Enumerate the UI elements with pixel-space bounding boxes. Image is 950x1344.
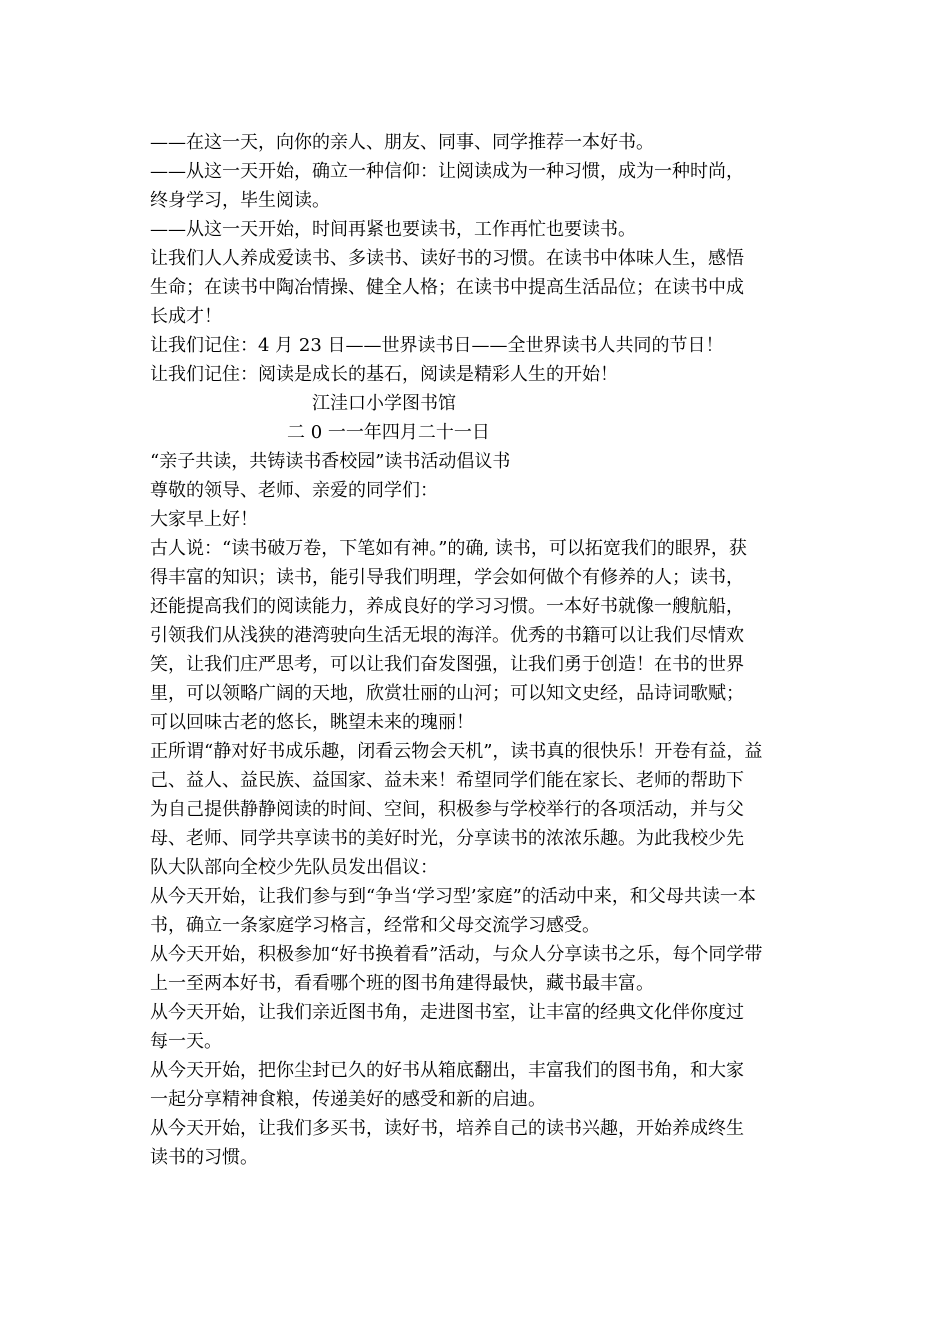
text-line: ——在这一天，向你的亲人、朋友、同事、同学推荐一本好书。: [150, 132, 654, 153]
text-line: 让我们记住：4 月 23 日——世界读书日——全世界读书人共同的节日！: [150, 335, 724, 356]
text-line: 正所谓“静对好书成乐趣，闭看云物会天机”，读书真的很快乐！开卷有益，益: [150, 741, 763, 762]
text-line: 从今天开始，让我们参与到“争当‘学习型’家庭”的活动中来，和父母共读一本: [150, 886, 756, 907]
text-line: 从今天开始，把你尘封已久的好书从箱底翻出，丰富我们的图书角，和大家: [150, 1060, 744, 1081]
text-line: 引领我们从浅狭的港湾驶向生活无垠的海洋。优秀的书籍可以让我们尽情欢: [150, 625, 744, 646]
text-line: 里，可以领略广阔的天地，欣赏壮丽的山河；可以知文史经，品诗词歌赋；: [150, 683, 744, 704]
text-line: 己、益人、益民族、益国家、益未来！希望同学们能在家长、老师的帮助下: [150, 770, 744, 791]
text-line: 古人说：“读书破万卷，下笔如有神。”的确, 读书，可以拓宽我们的眼界，获: [150, 538, 747, 559]
text-line: 一起分享精神食粮，传递美好的感受和新的启迪。: [150, 1089, 546, 1110]
text-line: 读书的习惯。: [150, 1147, 258, 1168]
text-line: 队大队部向全校少先队员发出倡议：: [150, 857, 438, 878]
text-line: ——从这一天开始，确立一种信仰：让阅读成为一种习惯，成为一种时尚，: [150, 161, 744, 182]
text-line: ——从这一天开始，时间再紧也要读书，工作再忙也要读书。: [150, 219, 636, 240]
text-line: 母、老师、同学共享读书的美好时光，分享读书的浓浓乐趣。为此我校少先: [150, 828, 744, 849]
proposal-title: “亲子共读，共铸读书香校园”读书活动倡议书: [150, 451, 511, 472]
document-body: [150, 128, 810, 1172]
text-line: 让我们记住：阅读是成长的基石，阅读是精彩人生的开始！: [150, 364, 618, 385]
text-line: 长成才！: [150, 306, 222, 327]
text-line: 可以回味古老的悠长，眺望未来的瑰丽！: [150, 712, 474, 733]
text-line: 笑，让我们庄严思考，可以让我们奋发图强，让我们勇于创造！在书的世界: [150, 654, 744, 675]
text-line: 终身学习，毕生阅读。: [150, 190, 330, 211]
text-line: 为自己提供静静阅读的时间、空间，积极参与学校举行的各项活动，并与父: [150, 799, 744, 820]
text-line: 生命；在读书中陶冶情操、健全人格；在读书中提高生活品位；在读书中成: [150, 277, 744, 298]
text-line: 从今天开始，积极参加“好书换着看”活动，与众人分享读书之乐，每个同学带: [150, 944, 763, 965]
text-line: 从今天开始，让我们亲近图书角，走进图书室，让丰富的经典文化伴你度过: [150, 1002, 744, 1023]
text-line: 从今天开始，让我们多买书，读好书，培养自己的读书兴趣，开始养成终生: [150, 1118, 744, 1139]
signature-date: 二 0 一一年四月二十一日: [287, 422, 490, 443]
text-line: 得丰富的知识；读书，能引导我们明理，学会如何做个有修养的人；读书，: [150, 567, 744, 588]
greeting: 大家早上好！: [150, 509, 258, 530]
text-line: 上一至两本好书，看看哪个班的图书角建得最快，藏书最丰富。: [150, 973, 654, 994]
salutation: 尊敬的领导、老师、亲爱的同学们：: [150, 480, 438, 501]
text-line: 还能提高我们的阅读能力，养成良好的学习习惯。一本好书就像一艘航船，: [150, 596, 744, 617]
text-line: 书，确立一条家庭学习格言，经常和父母交流学习感受。: [150, 915, 600, 936]
text-line: 每一天。: [150, 1031, 222, 1052]
text-line: 让我们人人养成爱读书、多读书、读好书的习惯。在读书中体味人生，感悟: [150, 248, 744, 269]
signature-organization: 江洼口小学图书馆: [312, 393, 456, 414]
